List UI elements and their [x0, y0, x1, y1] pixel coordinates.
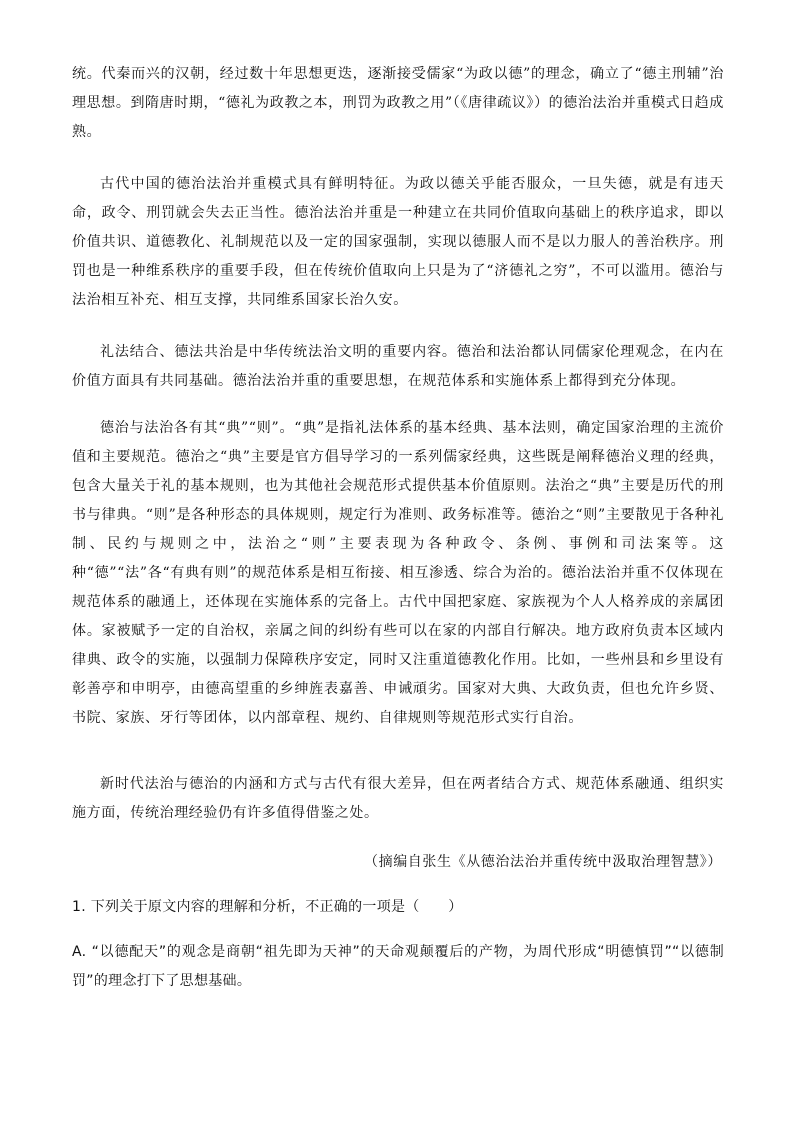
article-paragraph-5: 新时代法治与德治的内涵和方式与古代有很大差异，但在两者结合方式、规范体系融通、组织实施方面，传统治理经验仍有许多值得借鉴之处。	[72, 776, 724, 821]
article-paragraph-1: 统。代秦而兴的汉朝，经过数十年思想更迭，逐渐接受儒家“为政以德”的理念，确立了“德主刑辅”治理思想。到隋唐时期，“德礼为政教之本，刑罚为政教之用”（《唐律疏议》）的德治法治并重模式日趋成熟。	[72, 66, 724, 140]
article-paragraph-4: 德治与法治各有其“典”“则”。“典”是指礼法体系的基本经典、基本法则，确定国家治理的主流价值和主要规范。德治之“典”主要是官方倡导学习的一系列儒家经典，这些既是阐释德治义理的经典，包含大量关于礼的基本规则，也为其他社会规范形式提供基本价值原则。法治之“典”主要是历代的刑书与律典。“则”是各种形态的具体规则，规定行为准则、政务标准等。德治之“则”主要散见于各种礼制、民约与规则之中，法治之“则”主要表现为各种政令、条例、事例和司法案等。这种“德”“法”各“有典有则”的规范体系是相互衔接、相互渗透、综合为治的。德治法治并重不仅体现在规范体系的融通上，还体现在实施体系的完备上。古代中国把家庭、家族视为个人人格养成的亲属团体。家被赋予一定的自治权，亲属之间的纠纷有些可以在家的内部自行解决。地方政府负责本区域内律典、政令的实施，以强制力保障秩序安定，同时又注重道德教化作用。比如，一些州县和乡里设有彰善亭和申明亭，由德高望重的乡绅旌表嘉善、申诫頑劣。国家对大典、大政负责，但也允许乡贤、书院、家族、牙行等团体，以内部章程、规约、自律规则等规范形式实行自治。	[72, 420, 724, 726]
article-source: （摘编自张生《从德治法治并重传统中汲取治理智慧》）	[364, 854, 722, 870]
article-paragraph-2: 古代中国的德治法治并重模式具有鲜明特征。为政以德关乎能否服众，一旦失德，就是有违天命，政令、刑罚就会失去正当性。德治法治并重是一种建立在共同价值取向基础上的秩序追求，即以价值共识、道德教化、礼制规范以及一定的国家强制，实现以德服人而不是以力服人的善治秩序。刑罚也是一种维系秩序的重要手段，但在传统价值取向上只是为了“济德礼之穷”，不可以滥用。德治与法治相互补充、相互支撑，共同维系国家长治久安。	[72, 176, 724, 308]
article-paragraph-3: 礼法结合、德法共治是中华传统法治文明的重要内容。德治和法治都认同儒家伦理观念，在内在价值方面具有共同基础。德治法治并重的重要思想，在规范体系和实施体系上都得到充分体现。	[72, 344, 724, 389]
question-stem: 1. 下列关于原文内容的理解和分析，不正确的一项是（ ）	[72, 899, 463, 915]
question-option-a: A. “以德配天”的观念是商朝“祖先即为天神”的天命观颠覆后的产物，为周代形成“明德慎罚”“以德制罚”的理念打下了思想基础。	[72, 944, 724, 989]
